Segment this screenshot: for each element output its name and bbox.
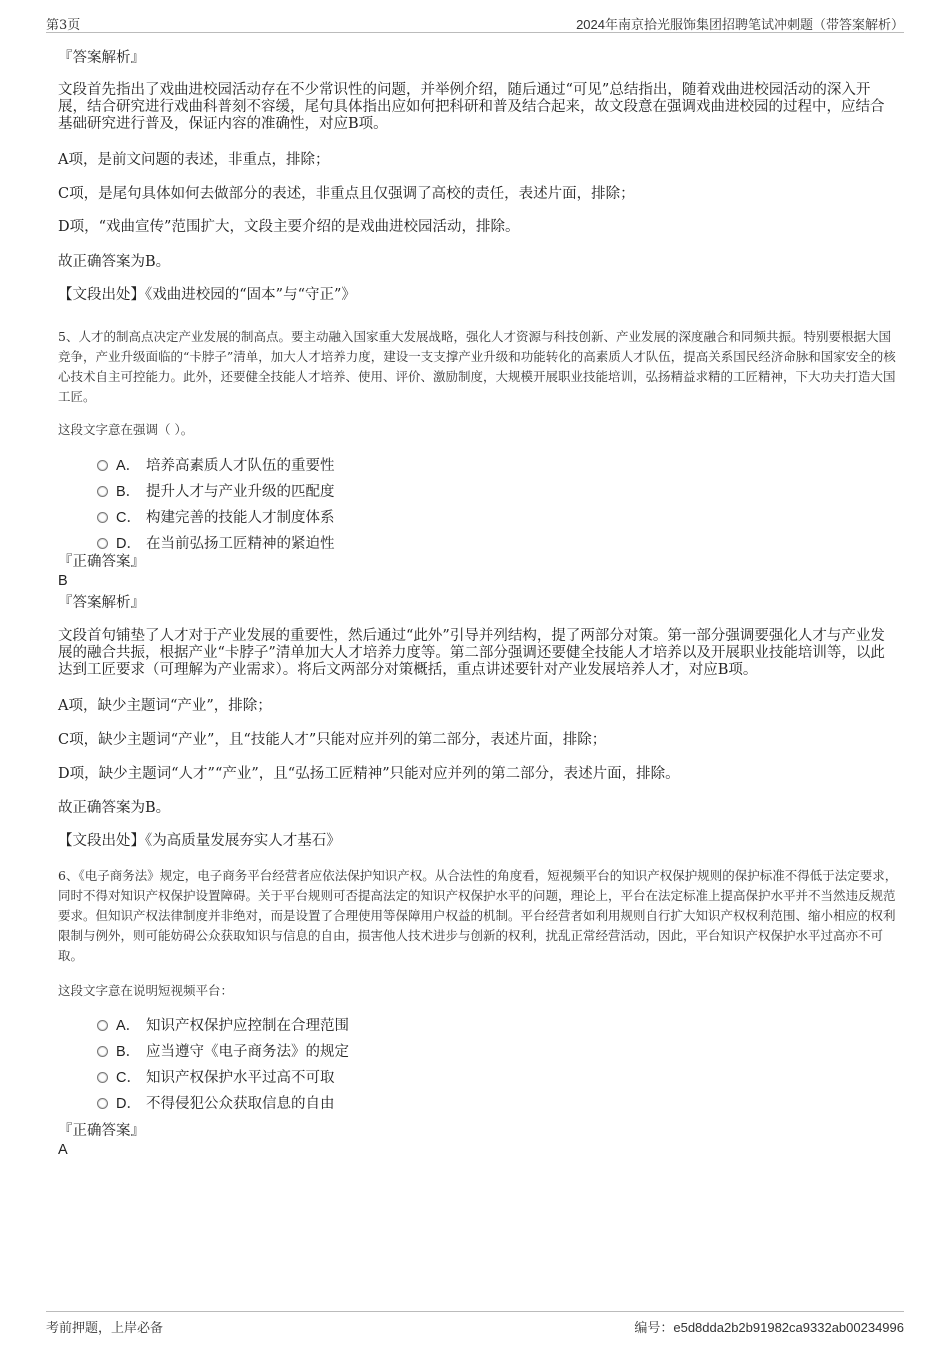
page-number: 第3页 <box>46 18 81 33</box>
q5-answer: B <box>58 573 68 589</box>
q5-analysis-option-a: A项，缺少主题词“产业”，排除； <box>58 698 272 714</box>
analysis-option-d: D项，“戏曲宣传”范围扩大，文段主要介绍的是戏曲进校园活动，排除。 <box>58 219 520 235</box>
radio-button-icon[interactable] <box>97 1046 108 1057</box>
radio-button-icon[interactable] <box>97 1098 108 1109</box>
radio-button-icon[interactable] <box>97 486 108 497</box>
q5-analysis-option-d: D项，缺少主题词“人才”“产业”，且“弘扬工匠精神”只能对应并列的第二部分，表述片面，排除。 <box>58 766 680 782</box>
q6-option-a[interactable]: A． 知识产权保护应控制在合理范围 <box>97 1017 349 1035</box>
footer-code: 编号：e5d8dda2b2b91982ca9332ab00234996 <box>634 1320 904 1335</box>
footer-slogan: 考前押题，上岸必备 <box>46 1321 164 1336</box>
q5-option-c[interactable]: C． 构建完善的技能人才制度体系 <box>97 509 335 527</box>
q5-option-d[interactable]: D． 在当前弘扬工匠精神的紧迫性 <box>97 535 335 553</box>
analysis-label: 『答案解析』 <box>58 50 145 66</box>
q5-passage-source: 【文段出处】《为高质量发展夯实人才基石》 <box>58 833 341 849</box>
passage-source: 【文段出处】《戏曲进校园的“固本”与“守正”》 <box>58 287 356 303</box>
analysis-text: 文段首先指出了戏曲进校园活动存在不少常识性的问题，并举例介绍，随后通过“可见”总结指出，随着戏曲进校园活动的深入开展，结合研究进行戏曲科普刻不容缓，尾句具体指出应如何把科研和普及结合起来，故文段意在强调戏曲进校园的过程中，应结合基础研究进行普及，保证内容的准确性，对应B项。 <box>58 82 885 132</box>
radio-button-icon[interactable] <box>97 460 108 471</box>
q6-answer: A <box>58 1142 68 1158</box>
q5-answer-label: 『正确答案』 <box>58 554 145 570</box>
document-title: 2024年南京拾光服饰集团招聘笔试冲刺题（带答案解析） <box>576 17 904 32</box>
radio-button-icon[interactable] <box>97 1020 108 1031</box>
q5-analysis-option-c: C项，缺少主题词“产业”，且“技能人才”只能对应并列的第二部分，表述片面，排除； <box>58 732 607 748</box>
q6-option-c[interactable]: C． 知识产权保护水平过高不可取 <box>97 1069 335 1087</box>
page-header <box>46 12 904 33</box>
radio-button-icon[interactable] <box>97 1072 108 1083</box>
answer-conclusion: 故正确答案为B。 <box>58 254 171 270</box>
question-5-stem: 5、人才的制高点决定产业发展的制高点。要主动融入国家重大发展战略，强化人才资源与科技创新、产业发展的深度融合和同频共振。特别要根据大国竞争，产业升级面临的“卡脖子”清单，加大人才培养力度，建设一支支撑产业升级和功能转化的高素质人才队伍，提高关系国民经济命脉和国家安全的核心技术自主可控能力。此外，还要健全技能人才培养、使用、评价、激励制度，大规模开展职业技能培训，弘扬精益求精的工匠精神，下大功夫打造大国工匠。 <box>58 329 896 404</box>
q5-analysis-label: 『答案解析』 <box>58 595 145 611</box>
question-6-prompt: 这段文字意在说明短视频平台： <box>58 983 234 998</box>
radio-button-icon[interactable] <box>97 512 108 523</box>
analysis-option-c: C项，是尾句具体如何去做部分的表述，非重点且仅强调了高校的责任，表述片面，排除； <box>58 186 635 202</box>
question-6-stem: 6、《电子商务法》规定，电子商务平台经营者应依法保护知识产权。从合法性的角度看，短视频平台的知识产权保护规则的保护标准不得低于法定要求，同时不得对知识产权保护设置障碍。关于平台规则可否提高法定的知识产权保护水平的问题，理论上，平台在法定标准上提高保护水平并不当然违反规范要求。但知识产权法律制度并非绝对，而是设置了合理使用等保障用户权益的机制。平台经营者如利用规则自行扩大知识产权权利范围、缩小相应的权利限制与例外，则可能妨碍公众获取知识与信息的自由，损害他人技术进步与创新的权利，扰乱正常经营活动，因此，平台知识产权保护水平过高亦不可取。 <box>58 868 898 963</box>
question-5-prompt: 这段文字意在强调（ ）。 <box>58 422 194 437</box>
analysis-option-a: A项，是前文问题的表述，非重点，排除； <box>58 152 330 168</box>
q6-option-d[interactable]: D． 不得侵犯公众获取信息的自由 <box>97 1095 335 1113</box>
q6-answer-label: 『正确答案』 <box>58 1123 145 1139</box>
q5-option-b[interactable]: B． 提升人才与产业升级的匹配度 <box>97 483 335 501</box>
q6-option-b[interactable]: B． 应当遵守《电子商务法》的规定 <box>97 1043 349 1061</box>
q5-option-a[interactable]: A． 培养高素质人才队伍的重要性 <box>97 457 335 475</box>
radio-button-icon[interactable] <box>97 538 108 549</box>
page-footer <box>46 1311 904 1334</box>
q5-analysis-text: 文段首句铺垫了人才对于产业发展的重要性，然后通过“此外”引导并列结构，提了两部分对策。第一部分强调要强化人才与产业发展的融合共振，根据产业“卡脖子”清单加大人才培养力度等。第二部分强调还要健全技能人才培养以及开展职业技能培训等，以此达到工匠要求（可理解为产业需求）。将后文两部分对策概括，重点讲述要针对产业发展培养人才，对应B项。 <box>58 628 885 678</box>
q5-answer-conclusion: 故正确答案为B。 <box>58 800 171 816</box>
